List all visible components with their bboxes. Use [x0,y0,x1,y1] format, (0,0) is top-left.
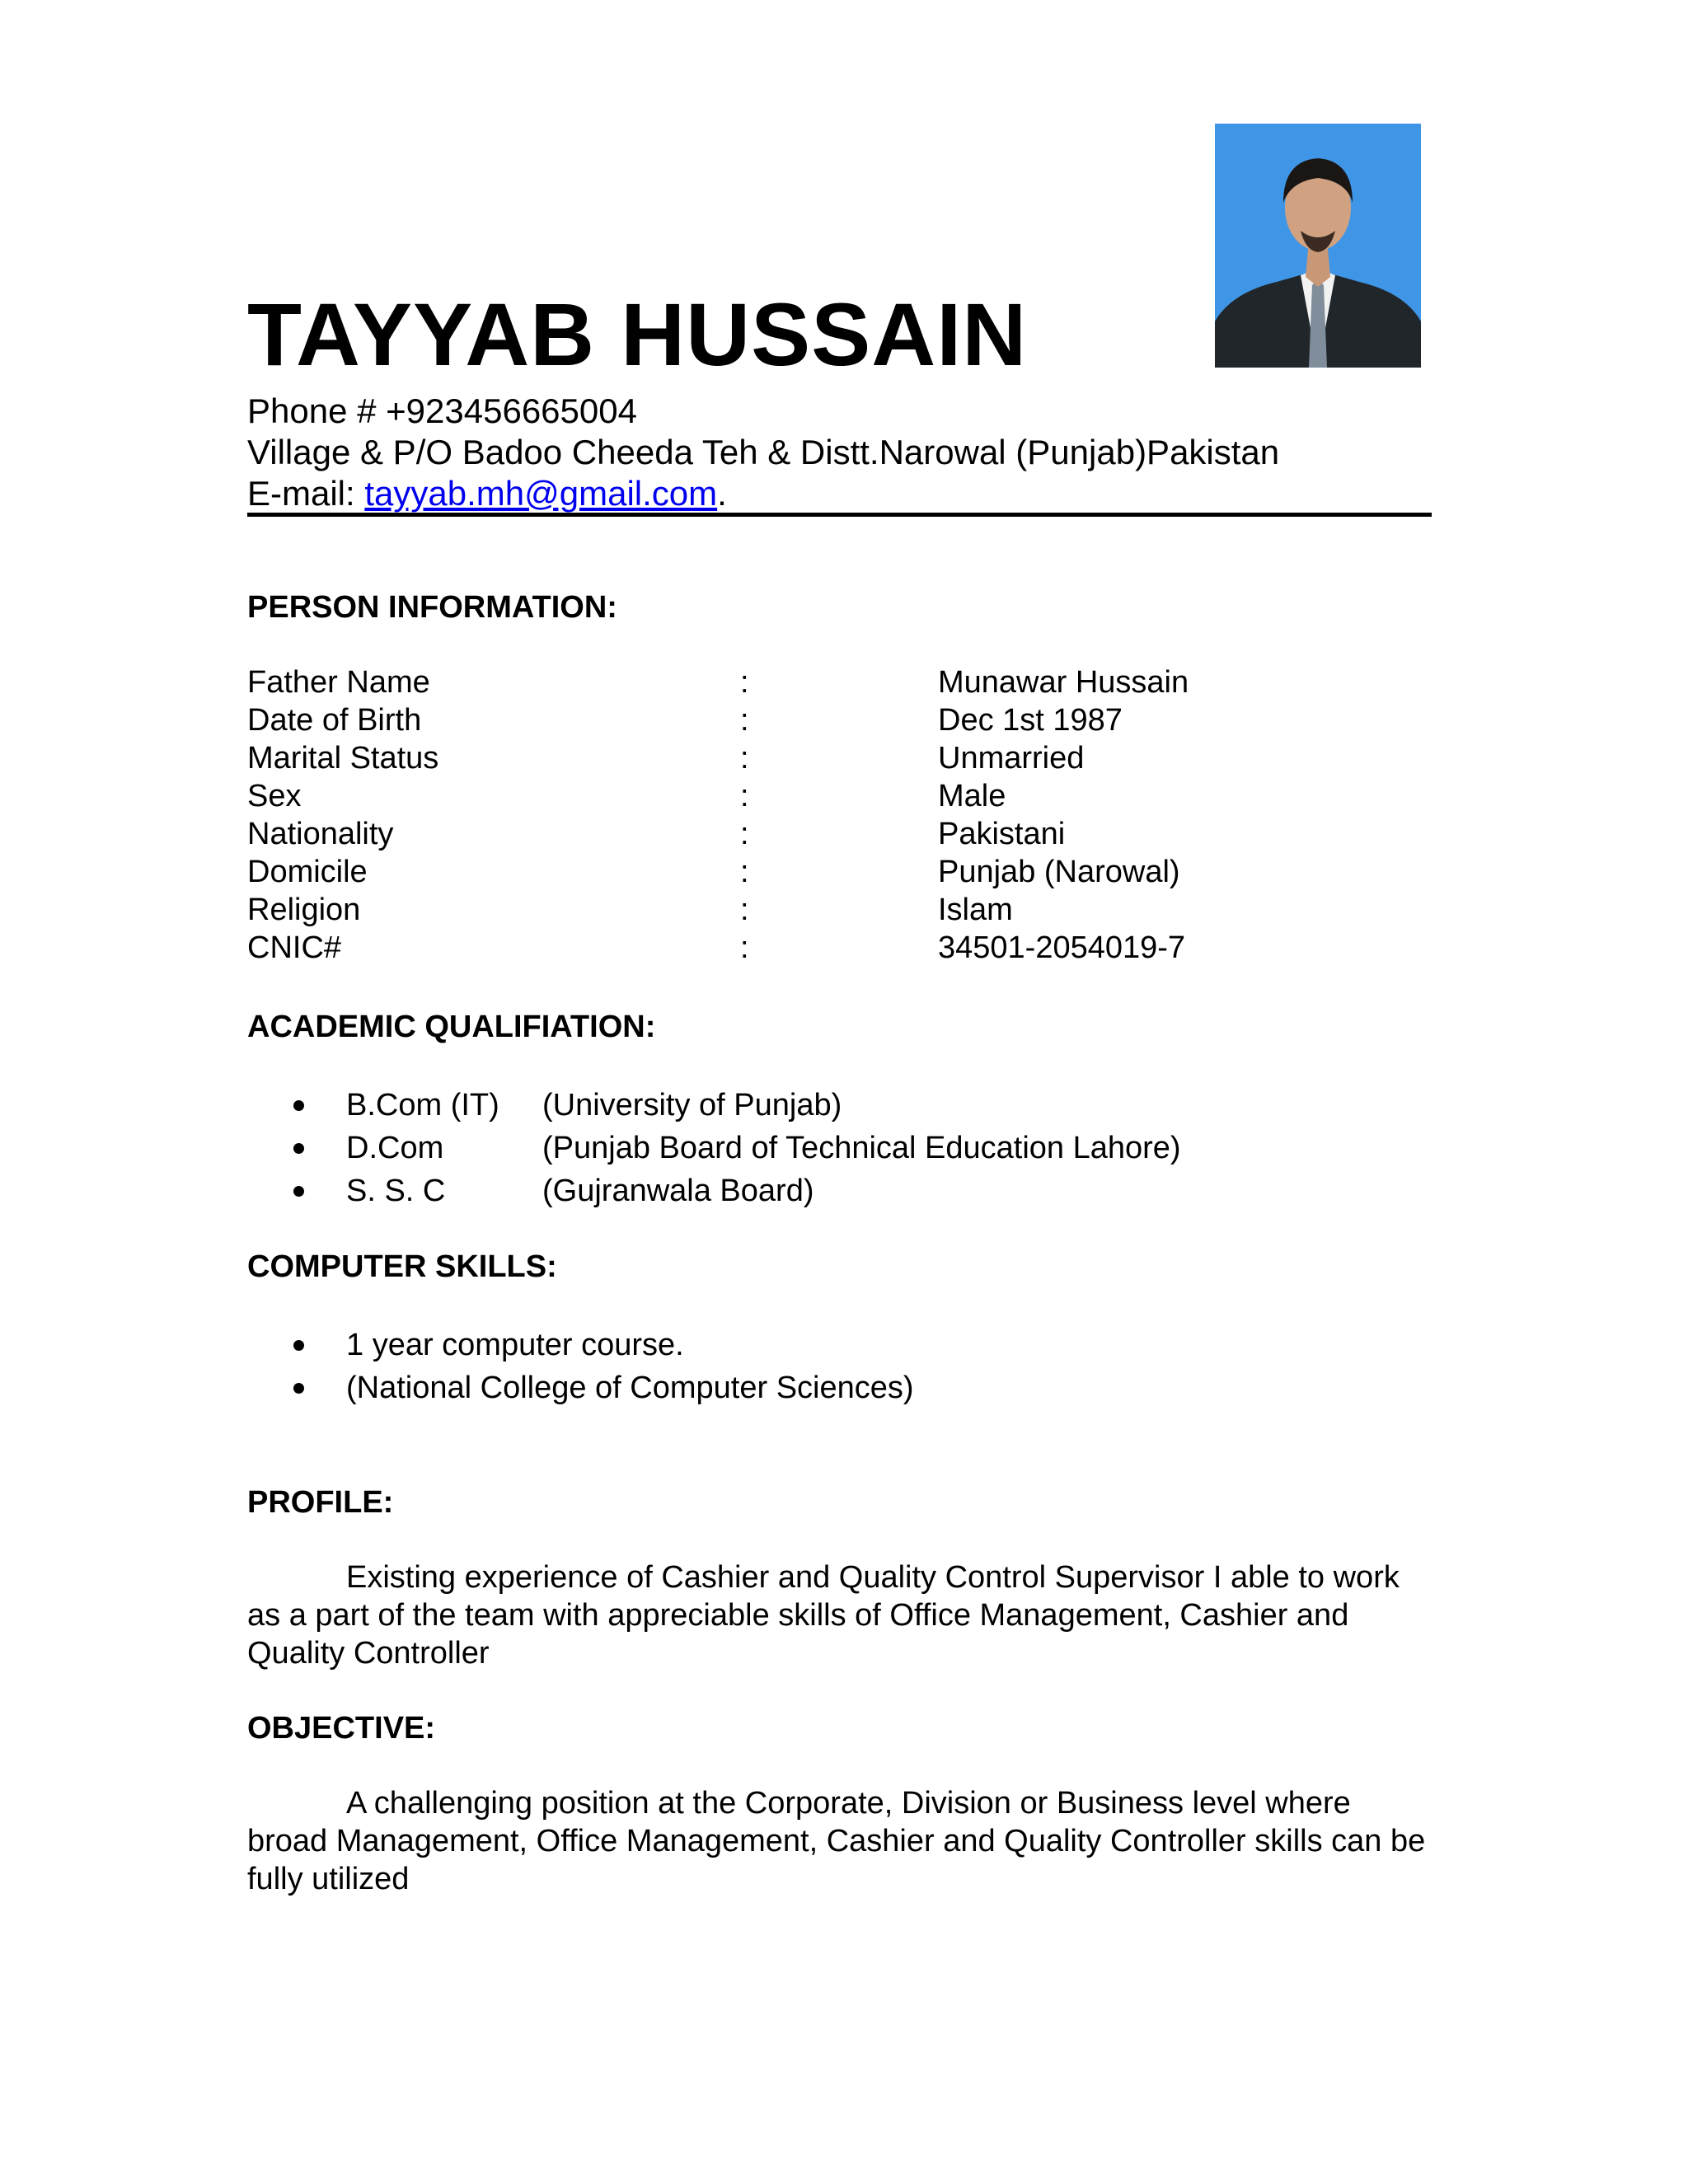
profile-photo [1215,124,1421,368]
skill-text: (National College of Computer Sciences) [346,1371,914,1405]
info-value: Unmarried [938,741,1085,776]
degree-text: D.Com [346,1131,444,1165]
degree-text: S. S. C [346,1174,446,1208]
institution-text: (Punjab Board of Technical Education Lahore) [542,1131,1181,1165]
info-separator: : [740,930,749,965]
objective-title: OBJECTIVE: [247,1711,436,1746]
email-suffix: . [717,474,727,513]
email-label: E-mail: [247,474,365,513]
phone-text: Phone # +923456665004 [247,391,637,430]
info-value: Pakistani [938,817,1066,851]
bullet-icon [293,1186,304,1197]
info-row-cnic [247,929,1432,967]
info-label: CNIC# [247,930,342,965]
bullet-icon [293,1383,304,1394]
info-label: Domicile [247,855,368,889]
info-value: Islam [938,893,1013,927]
degree-text: B.Com (IT) [346,1088,499,1122]
academic-title: ACADEMIC QUALIFIATION: [247,1010,656,1044]
info-value: Munawar Hussain [938,665,1189,700]
computer-skills-title: COMPUTER SKILLS: [247,1249,557,1284]
info-row-date-of-birth [247,701,1432,739]
institution-text: (Gujranwala Board) [542,1174,814,1208]
objective-text: A challenging position at the Corporate, Division or Business level where broad Management, Office Management, Cashier and Quality Controller skills can be fully utilized [247,1786,1426,1896]
info-value: Male [938,779,1006,813]
skill-text: 1 year computer course. [346,1328,684,1362]
info-value: Punjab (Narowal) [938,855,1180,889]
info-separator: : [740,779,749,813]
info-row-nationality [247,815,1432,853]
email-link[interactable]: tayyab.mh@gmail.com [364,474,718,513]
header-divider [247,513,1432,517]
info-label: Date of Birth [247,703,422,738]
info-label: Marital Status [247,741,439,776]
info-separator: : [740,893,749,927]
info-separator: : [740,703,749,738]
info-value: Dec 1st 1987 [938,703,1123,738]
info-separator: : [740,817,749,851]
profile-title: PROFILE: [247,1485,394,1520]
info-value: 34501-2054019-7 [938,930,1186,965]
info-separator: : [740,741,749,776]
candidate-name: TAYYAB HUSSAIN [247,284,1028,384]
info-row-marital-status [247,739,1432,777]
institution-text: (University of Punjab) [542,1088,842,1122]
info-row-domicile [247,853,1432,891]
person-info-title: PERSON INFORMATION: [247,590,617,625]
email-line [247,473,1279,514]
info-label: Sex [247,779,302,813]
profile-text: Existing experience of Cashier and Quality Control Supervisor I able to work as a part of the team with appreciable skills of Office Management, Cashier and Quality Controller [247,1560,1400,1671]
bullet-icon [293,1143,304,1154]
info-label: Religion [247,893,361,927]
bullet-icon [293,1100,304,1111]
info-row-sex [247,777,1432,815]
person-portrait-icon [1215,124,1421,368]
info-separator: : [740,665,749,700]
bullet-icon [293,1340,304,1351]
info-row-religion [247,891,1432,929]
contact-block [247,391,1279,514]
info-separator: : [740,855,749,889]
info-row-father-name [247,663,1432,701]
info-label: Nationality [247,817,394,851]
address-text: Village & P/O Badoo Cheeda Teh & Distt.Narowal (Punjab)Pakistan [247,433,1280,471]
info-label: Father Name [247,665,430,700]
